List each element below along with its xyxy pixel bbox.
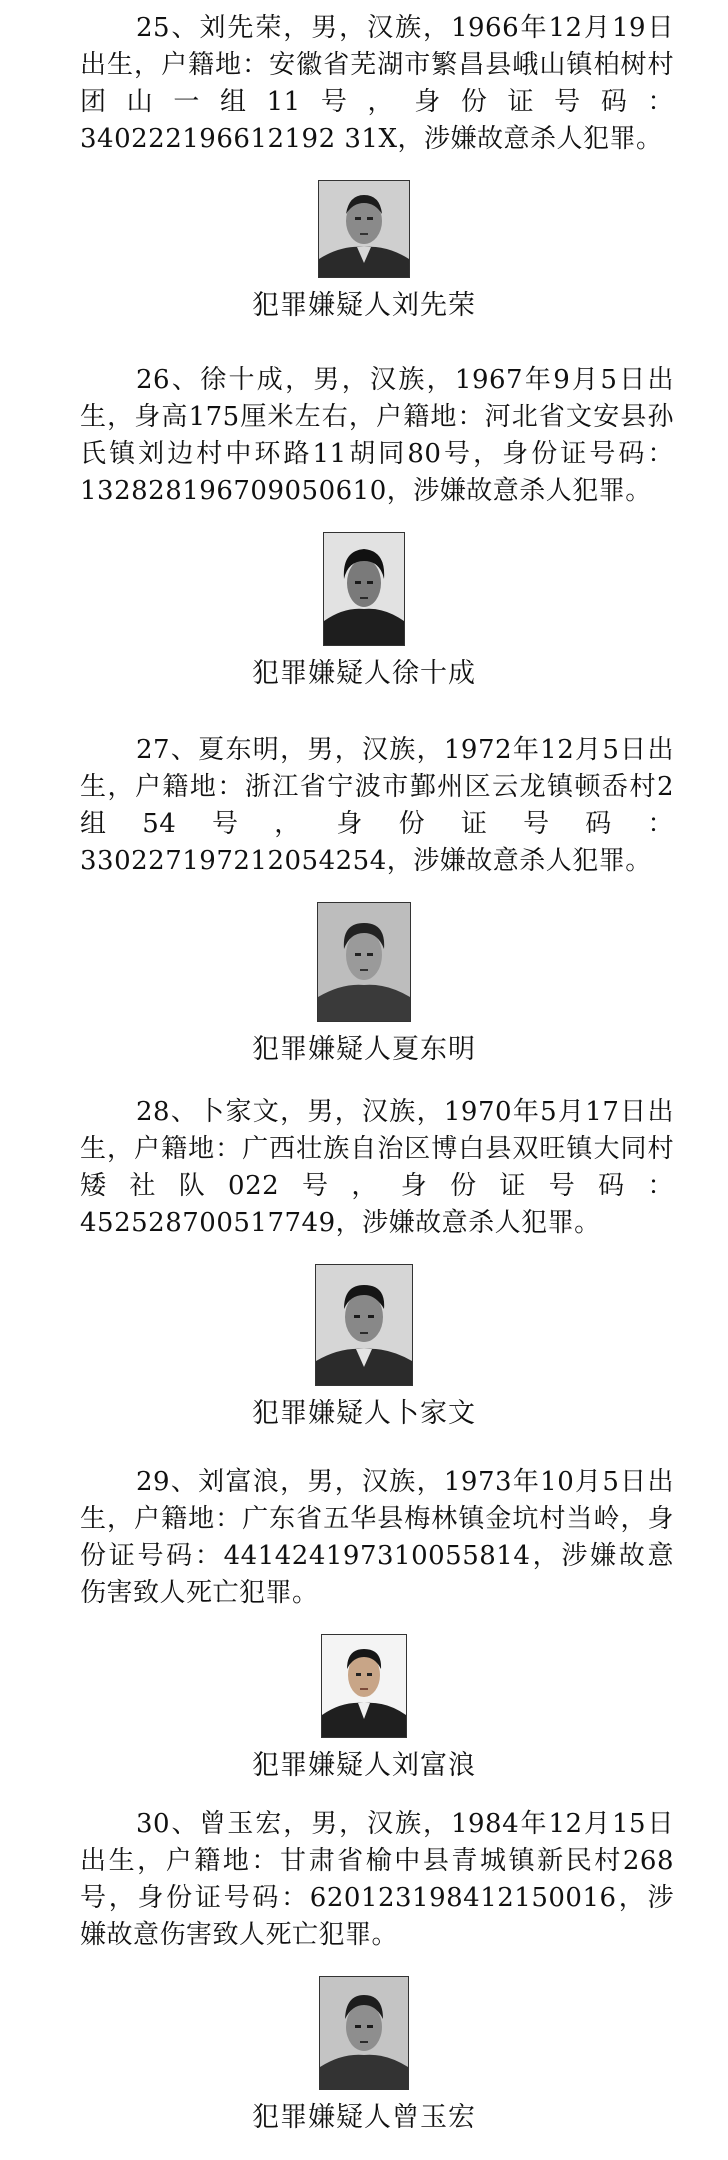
suspect-entry-28: [0, 1094, 728, 1432]
suspect-photo: [318, 180, 410, 278]
suspect-caption: 犯罪嫌疑人曾玉宏: [252, 2102, 476, 2133]
suspect-description-text: 25、刘先荣，男，汉族，1966年12月19日出生，户籍地：安徽省芜湖市繁昌县峨山镇柏树村团山一组11号，身份证号码：340222196612192 31X，涉嫌故意杀人犯罪。: [80, 13, 674, 154]
portrait-photo-icon: [320, 1977, 408, 2089]
portrait-photo-icon: [324, 533, 404, 645]
suspect-caption: 犯罪嫌疑人夏东明: [252, 1034, 476, 1065]
suspect-entry-30: [0, 1806, 728, 2136]
suspect-description: [80, 1094, 674, 1242]
suspect-entry-26: [0, 362, 728, 692]
suspect-description-text: 26、徐十成，男，汉族，1967年9月5日出生，身高175厘米左右，户籍地：河北省文安县孙氏镇刘边村中环路11胡同80号，身份证号码：132828196709050610，涉嫌故意杀人犯罪。: [80, 365, 674, 506]
suspect-description-text: 29、刘富浪，男，汉族，1973年10月5日出生，户籍地：广东省五华县梅林镇金坑村当岭，身份证号码：441424197310055814，涉嫌故意伤害致人死亡犯罪。: [80, 1467, 674, 1608]
suspect-entry-25: [0, 10, 728, 324]
suspect-description: [80, 1806, 674, 1954]
portrait-photo-icon: [319, 181, 409, 277]
suspect-caption: 犯罪嫌疑人刘富浪: [252, 1750, 476, 1781]
suspect-entry-27: [0, 732, 728, 1068]
suspect-photo: [319, 1976, 409, 2090]
suspect-photo: [321, 1634, 407, 1738]
suspect-photo: [317, 902, 411, 1022]
suspect-description-text: 28、卜家文，男，汉族，1970年5月17日出生，户籍地：广西壮族自治区博白县双旺镇大同村矮社队022号，身份证号码：452528700517749，涉嫌故意杀人犯罪。: [80, 1097, 674, 1238]
suspect-caption: 犯罪嫌疑人卜家文: [252, 1398, 476, 1429]
portrait-photo-icon: [322, 1635, 406, 1737]
suspect-description: [80, 732, 674, 880]
suspect-caption: 犯罪嫌疑人刘先荣: [252, 290, 476, 321]
portrait-photo-icon: [318, 903, 410, 1021]
suspect-description: [80, 1464, 674, 1612]
suspect-entry-29: [0, 1464, 728, 1784]
portrait-photo-icon: [316, 1265, 412, 1385]
suspect-description: [80, 10, 674, 158]
suspect-photo: [315, 1264, 413, 1386]
suspect-photo: [323, 532, 405, 646]
suspect-description-text: 27、夏东明，男，汉族，1972年12月5日出生，户籍地：浙江省宁波市鄞州区云龙镇顿岙村2组54号，身份证号码：330227197212054254，涉嫌故意杀人犯罪。: [80, 735, 674, 876]
suspect-description: [80, 362, 674, 510]
suspect-description-text: 30、曾玉宏，男，汉族，1984年12月15日出生，户籍地：甘肃省榆中县青城镇新民村268号，身份证号码：620123198412150016，涉嫌故意伤害致人死亡犯罪。: [80, 1809, 674, 1950]
suspect-caption: 犯罪嫌疑人徐十成: [252, 658, 476, 689]
